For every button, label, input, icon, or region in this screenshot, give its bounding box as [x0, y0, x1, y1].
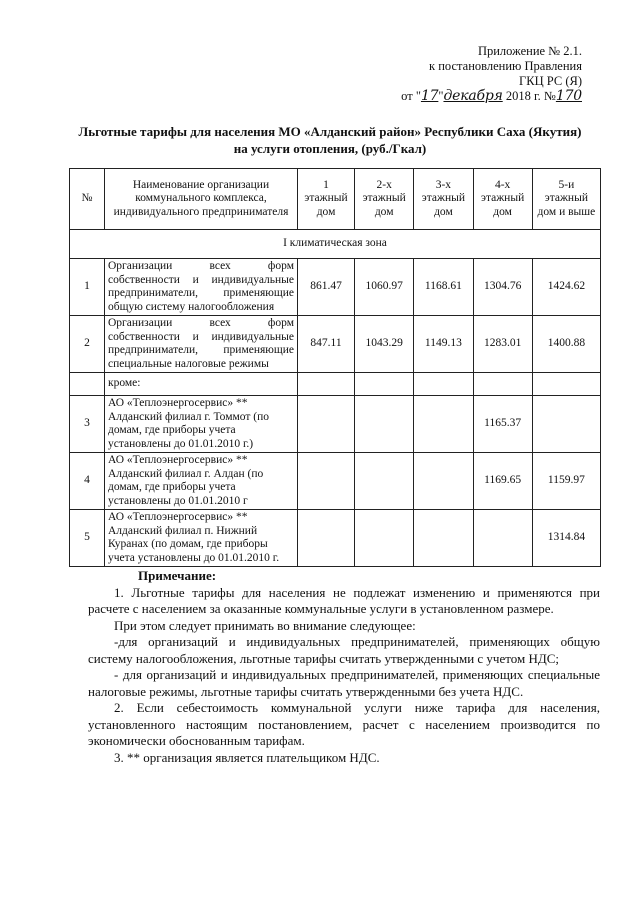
row-value: 1165.37 [473, 396, 532, 453]
row-value [414, 396, 473, 453]
header-2-floor: 2-х этажный дом [355, 169, 414, 230]
row-value [355, 396, 414, 453]
appendix-header [360, 44, 582, 104]
header-3-floor: 3-х этажный дом [414, 169, 473, 230]
row-value: 1043.29 [355, 316, 414, 373]
row-value: 1149.13 [414, 316, 473, 373]
row-value: 1283.01 [473, 316, 532, 373]
row-num: 1 [70, 259, 105, 316]
row-value [298, 453, 355, 510]
row-name: Организации всех форм собственности и индивидуальные предприниматели, применяющие общую систему налогообложения [105, 259, 298, 316]
row-value [355, 453, 414, 510]
row-value: 861.47 [298, 259, 355, 316]
row-value: 1424.62 [532, 259, 600, 316]
row-num: 5 [70, 510, 105, 567]
header-name: Наименование организации коммунального комплекса, индивидуального предпринимателя [105, 169, 298, 230]
row-num [70, 373, 105, 396]
table-row [70, 259, 601, 316]
notes-section [88, 568, 600, 766]
row-name: АО «Теплоэнергосервис» ** Алданский филиал г. Томмот (по домам, где приборы учета установлены до 01.01.2010 г.) [105, 396, 298, 453]
appendix-line: Приложение № 2.1. [477, 44, 582, 58]
row-value [298, 510, 355, 567]
row-value [414, 453, 473, 510]
note-paragraph: - для организаций и индивидуальных предпринимателей, применяющих специальные налоговые режимы, льготные тарифы считать утвержденными без учета НДС. [88, 667, 600, 699]
title-line: на услуги отопления, (руб./Гкал) [233, 141, 427, 156]
appendix-line: к постановлению Правления [429, 59, 582, 73]
row-name: АО «Теплоэнергосервис» ** Алданский филиал г. Алдан (по домам, где приборы учета установлены до 01.01.2010 г [105, 453, 298, 510]
title-line: Льготные тарифы для населения МО «Алданский район» Республики Саха (Якутия) [78, 124, 582, 139]
row-value: 1400.88 [532, 316, 600, 373]
table-row [70, 316, 601, 373]
row-value: 847.11 [298, 316, 355, 373]
row-value [355, 510, 414, 567]
row-value [414, 373, 473, 396]
appendix-date-line [360, 89, 582, 104]
row-value [473, 373, 532, 396]
note-paragraph: 1. Льготные тарифы для населения не подлежат изменению и применяются при расчете с населением за оказанные коммунальные услуги в установленном размере. [88, 584, 600, 616]
note-paragraph: 2. Если себестоимость коммунальной услуги ниже тарифа для населения, установленного настоящим постановлением, расчет с населением производится по экономически обоснованным тарифам. [88, 700, 600, 748]
row-name: Организации всех форм собственности и индивидуальные предприниматели, применяющие специальные налоговые режимы [105, 316, 298, 373]
header-5-floor: 5-и этажный дом и выше [532, 169, 600, 230]
notes-title: Примечание: [138, 568, 217, 583]
note-paragraph: 3. ** организация является плательщиком НДС. [114, 749, 380, 765]
row-value: 1060.97 [355, 259, 414, 316]
row-value [298, 373, 355, 396]
row-num: 2 [70, 316, 105, 373]
row-value [414, 510, 473, 567]
climate-zone-row [70, 230, 601, 259]
row-value: 1159.97 [532, 453, 600, 510]
date-prefix: от " [401, 89, 421, 103]
climate-zone-label: I климатическая зона [70, 230, 601, 259]
row-name: кроме: [105, 373, 298, 396]
row-value [298, 396, 355, 453]
table-header-row [70, 169, 601, 230]
date-mid: " [438, 89, 444, 103]
table-row [70, 396, 601, 453]
document-number-handwritten: 170 [555, 88, 582, 104]
row-value: 1304.76 [473, 259, 532, 316]
header-num: № [70, 169, 105, 230]
row-value [532, 373, 600, 396]
table-row [70, 510, 601, 567]
date-year: 2018 г. № [502, 89, 556, 103]
row-value: 1314.84 [532, 510, 600, 567]
appendix-line: ГКЦ РС (Я) [519, 74, 582, 88]
row-num: 4 [70, 453, 105, 510]
document-title [60, 123, 600, 157]
row-name: АО «Теплоэнергосервис» ** Алданский филиал п. Нижний Куранах (по домам, где приборы учета установлены до 01.01.2010 г. [105, 510, 298, 567]
row-value [532, 396, 600, 453]
note-paragraph: -для организаций и индивидуальных предпринимателей, применяющих общую систему налогообложения, льготные тарифы считать утвержденными с учетом НДС; [88, 634, 600, 666]
row-value [473, 510, 532, 567]
row-value [355, 373, 414, 396]
table-row [70, 373, 601, 396]
note-paragraph: При этом следует принимать во внимание следующее: [114, 617, 416, 633]
table-row [70, 453, 601, 510]
date-day-handwritten: 17 [420, 88, 439, 104]
header-4-floor: 4-х этажный дом [473, 169, 532, 230]
tariff-table [69, 168, 601, 567]
row-value: 1169.65 [473, 453, 532, 510]
header-1-floor: 1 этажный дом [298, 169, 355, 230]
row-num: 3 [70, 396, 105, 453]
date-month-handwritten: декабря [443, 88, 503, 104]
row-value: 1168.61 [414, 259, 473, 316]
